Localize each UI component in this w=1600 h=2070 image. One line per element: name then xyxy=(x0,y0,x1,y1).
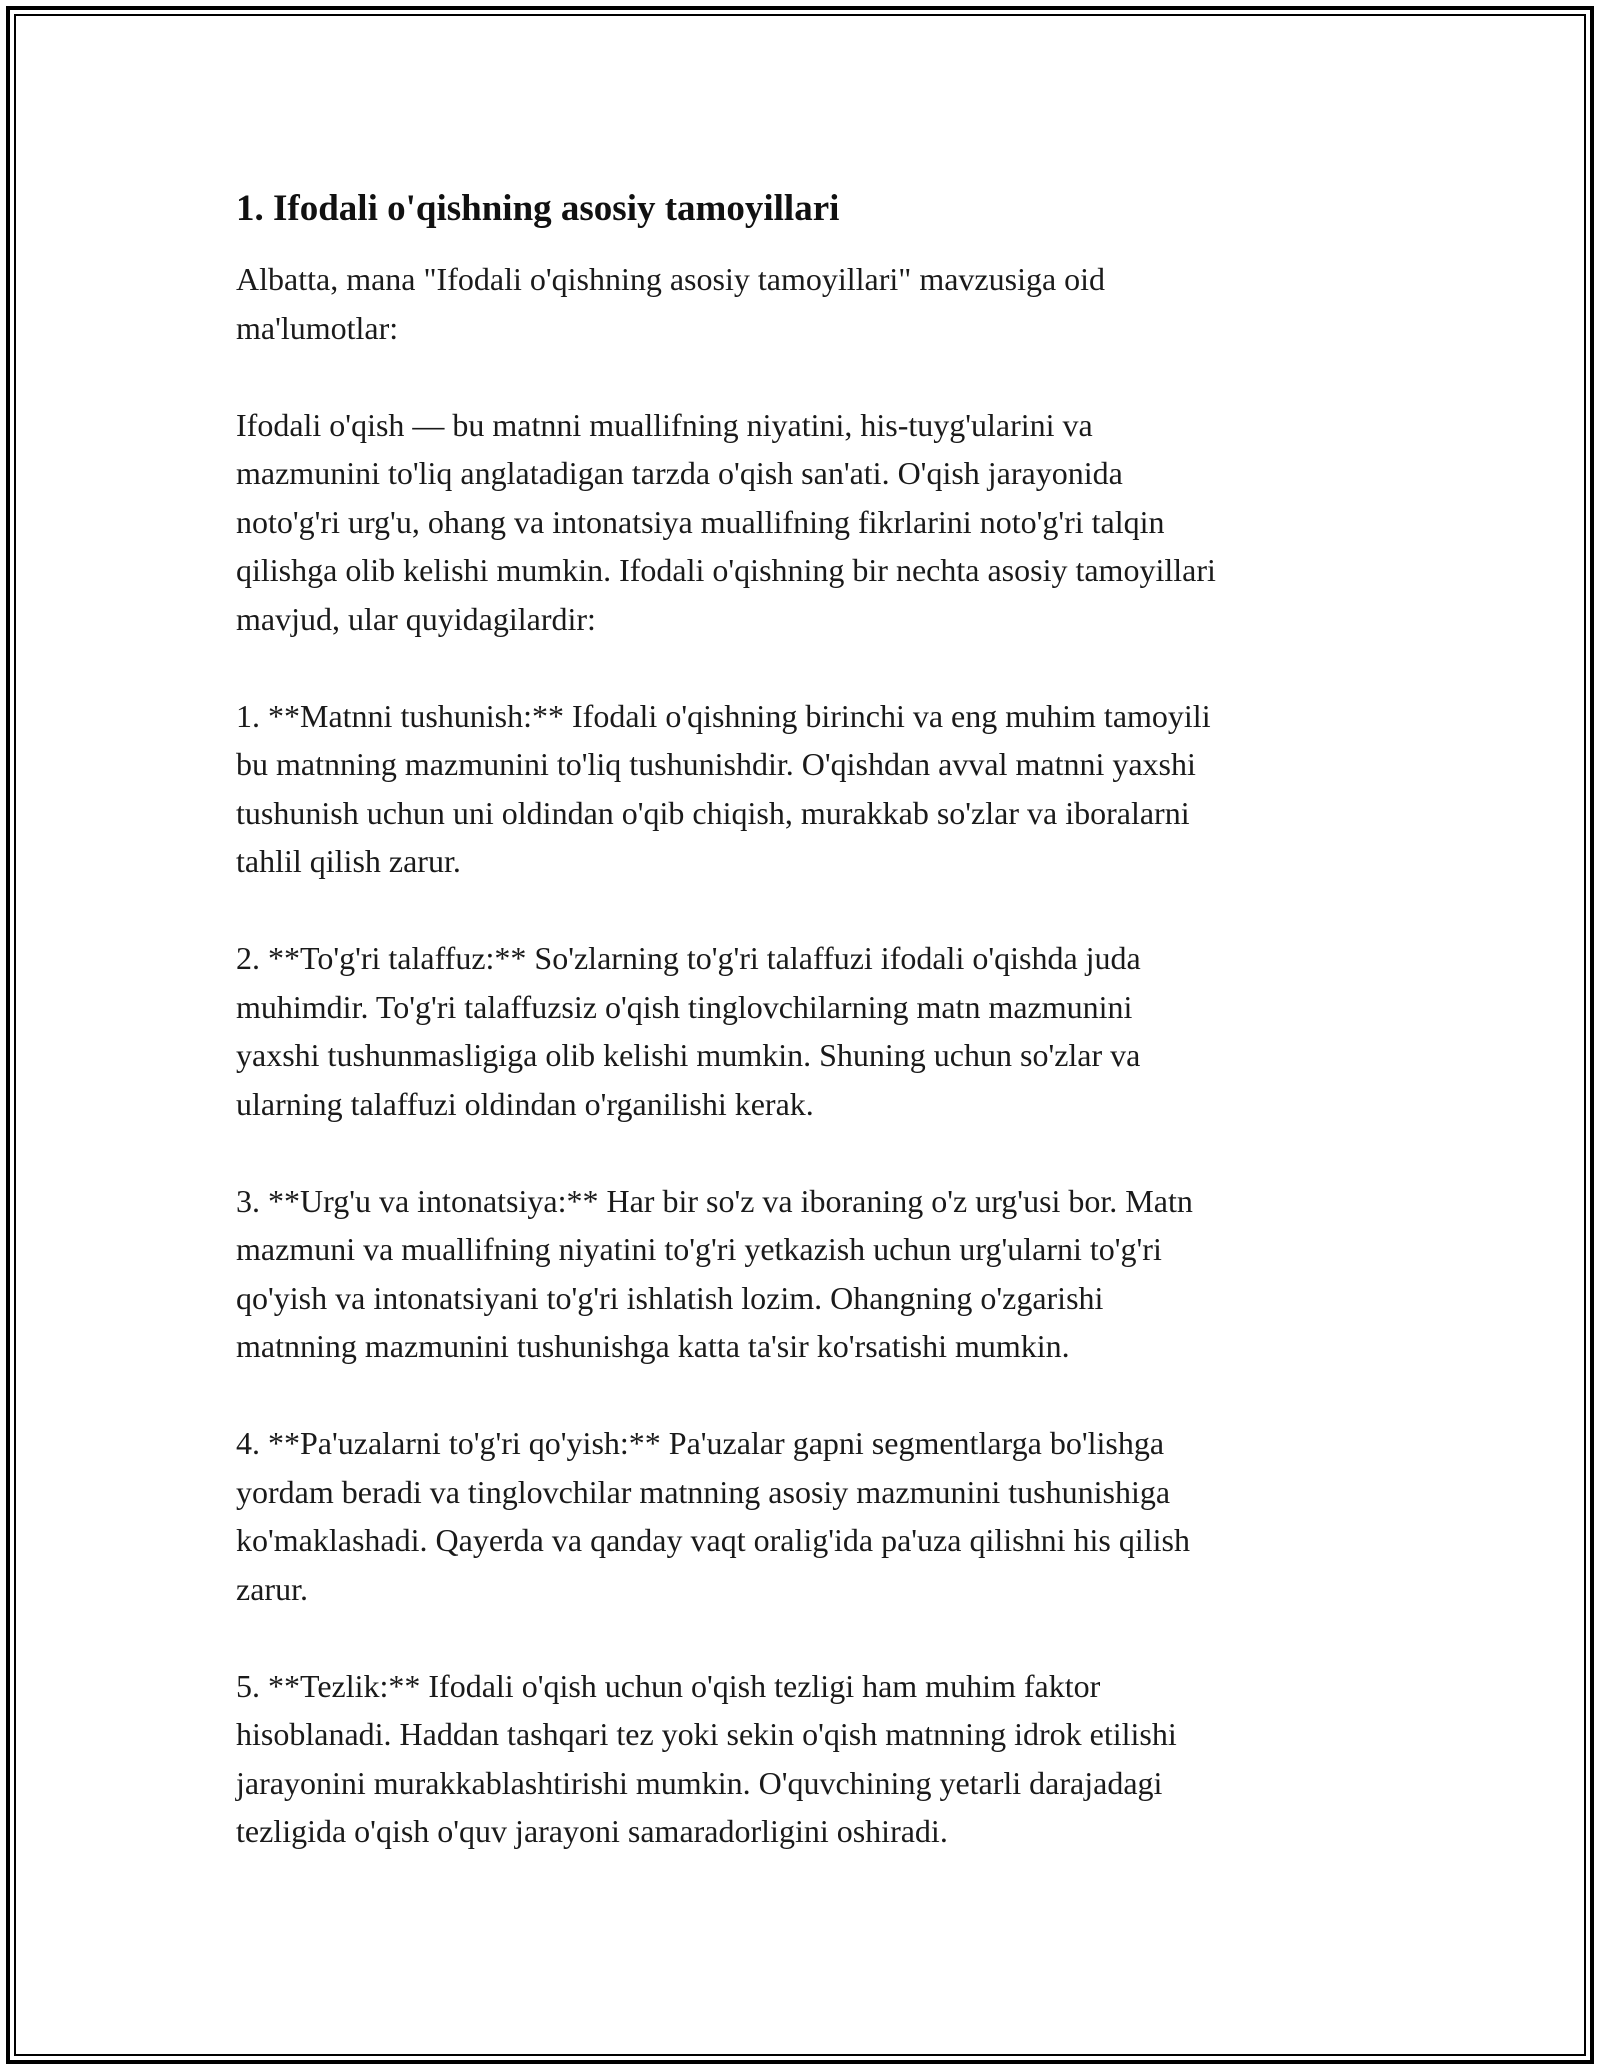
principle-item-5: 5. **Tezlik:** Ifodali o'qish uchun o'qish tezligi ham muhim faktor hisoblanadi. Haddan tashqari tez yoki sekin o'qish matnning idrok etilishi jarayonini murakkablashtirishi mumkin. O'quvchining yetarli darajadagi tezligida o'qish o'quv jarayoni samaradorligini oshiradi. xyxy=(236,1667,1177,1849)
document-title: 1. Ifodali o'qishning asosiy tamoyillari xyxy=(236,188,840,229)
principle-item-2: 2. **To'g'ri talaffuz:** So'zlarning to'g'ri talaffuzi ifodali o'qishda juda muhimdir. To'g'ri talaffuzsiz o'qish tinglovchilarning matn mazmunini yaxshi tushunmasligiga olib kelishi mumkin. Shuning uchun so'zlar va ularning talaffuzi oldindan o'rganilishi kerak. xyxy=(236,940,1141,1122)
intro-paragraph: Albatta, mana "Ifodali o'qishning asosiy tamoyillari" mavzusiga oid ma'lumotlar: xyxy=(236,261,1106,346)
definition-paragraph: Ifodali o'qish — bu matnni muallifning niyatini, his-tuyg'ularini va mazmunini to'liq anglatadigan tarzda o'qish san'ati. O'qish jarayonida noto'g'ri urg'u, ohang va intonatsiya muallifning fikrlarini noto'g'ri talqin qilishga olib kelishi mumkin. Ifodali o'qishning bir nechta asosiy tamoyillari mavjud, ular quyidagilardir: xyxy=(236,406,1216,637)
document-body xyxy=(236,185,1366,1904)
principle-item-4: 4. **Pa'uzalarni to'g'ri qo'yish:** Pa'uzalar gapni segmentlarga bo'lishga yordam beradi va tinglovchilar matnning asosiy mazmunini tushunishiga ko'maklashadi. Qayerda va qanday vaqt oralig'ida pa'uza qilishni his qilish zarur. xyxy=(236,1425,1190,1607)
principle-item-1: 1. **Matnni tushunish:** Ifodali o'qishning birinchi va eng muhim tamoyili bu matnning mazmunini to'liq tushunishdir. O'qishdan avval matnni yaxshi tushunish uchun uni oldindan o'qib chiqish, murakkab so'zlar va iboralarni tahlil qilish zarur. xyxy=(236,697,1211,879)
principle-item-3: 3. **Urg'u va intonatsiya:** Har bir so'z va iboraning o'z urg'usi bor. Matn mazmuni va muallifning niyatini to'g'ri yetkazish uchun urg'ularni to'g'ri qo'yish va intonatsiyani to'g'ri ishlatish lozim. Ohangning o'zgarishi matnning mazmunini tushunishga katta ta'sir ko'rsatishi mumkin. xyxy=(236,1182,1193,1364)
